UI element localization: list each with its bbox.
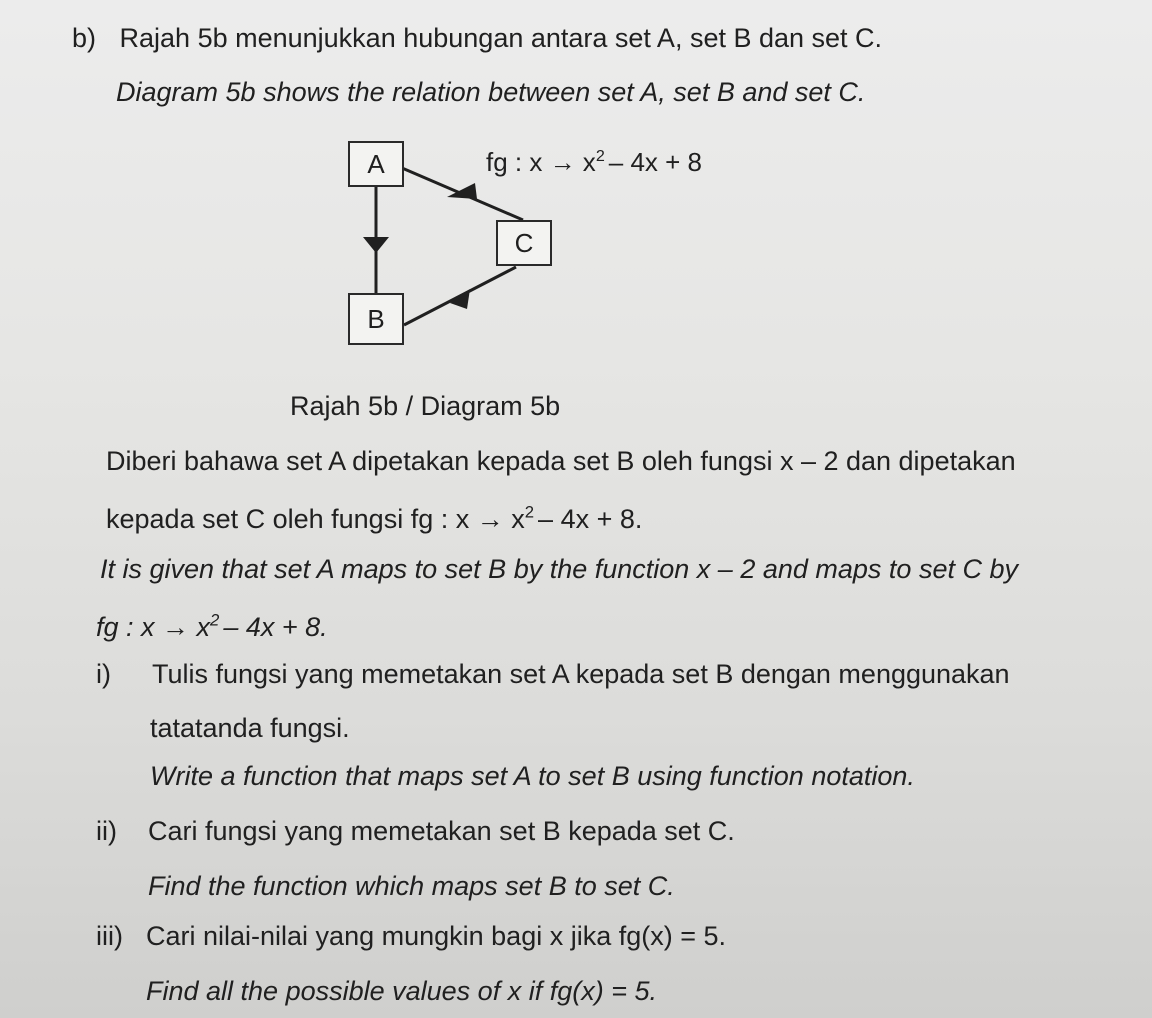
item-ii-marker: ii) — [96, 816, 117, 846]
arrow-a-to-b-head — [363, 237, 389, 253]
item-i-malay-text: Tulis fungsi yang memetakan set A kepada set B dengan menggunakan — [152, 659, 1010, 689]
given-english-fg-exponent: 2 — [210, 610, 220, 630]
arrow-a-to-c-head — [447, 183, 477, 199]
item-iii-english: Find all the possible values of x if fg(x) = 5. — [146, 976, 657, 1006]
diagram-caption: Rajah 5b / Diagram 5b — [290, 391, 561, 421]
given-english-fg-prefix: fg : x → x — [96, 612, 211, 642]
given-malay-fg-suffix: – 4x + 8. — [538, 504, 643, 534]
item-i-malay-line-1 — [96, 658, 1010, 690]
given-english-line-1: It is given that set A maps to set B by the function x – 2 and maps to set C by — [100, 554, 1018, 584]
given-english-fg-suffix: – 4x + 8. — [223, 612, 328, 642]
part-marker: b) — [72, 23, 97, 53]
set-c-label: C — [514, 228, 534, 258]
item-i-malay-line-2: tatatanda fungsi. — [150, 713, 350, 743]
given-malay-fg-exponent: 2 — [524, 502, 535, 522]
set-c-box — [496, 220, 552, 266]
fg-suffix: – 4x + 8 — [608, 147, 703, 177]
given-malay-line-2 — [106, 503, 642, 535]
intro-malay: Rajah 5b menunjukkan hubungan antara set A, set B dan set C. — [119, 23, 883, 53]
item-iii-malay-text: Cari nilai-nilai yang mungkin bagi x jika fg(x) = 5. — [146, 921, 727, 951]
fg-mapping-label — [486, 147, 702, 178]
fg-prefix: fg : x → x — [486, 147, 596, 177]
item-iii-malay — [96, 920, 726, 952]
set-b-label: B — [367, 304, 385, 334]
given-english-line-2 — [96, 611, 328, 643]
part-marker-line — [72, 22, 882, 54]
given-malay-fg-prefix: kepada set C oleh fungsi fg : x → x — [106, 504, 525, 534]
set-mapping-diagram — [320, 125, 740, 365]
fg-exponent: 2 — [595, 147, 605, 166]
item-ii-english: Find the function which maps set B to set C. — [148, 871, 675, 901]
item-ii-malay — [96, 815, 735, 847]
set-a-box — [348, 141, 404, 187]
intro-english: Diagram 5b shows the relation between set A, set B and set C. — [116, 77, 866, 107]
item-i-marker: i) — [96, 659, 111, 689]
set-a-label: A — [367, 149, 385, 179]
item-i-english: Write a function that maps set A to set B using function notation. — [150, 761, 915, 791]
item-iii-marker: iii) — [96, 921, 123, 951]
item-ii-malay-text: Cari fungsi yang memetakan set B kepada set C. — [148, 816, 735, 846]
set-b-box — [348, 293, 404, 345]
given-malay-line-1: Diberi bahawa set A dipetakan kepada set B oleh fungsi x – 2 dan dipetakan — [106, 446, 1016, 476]
